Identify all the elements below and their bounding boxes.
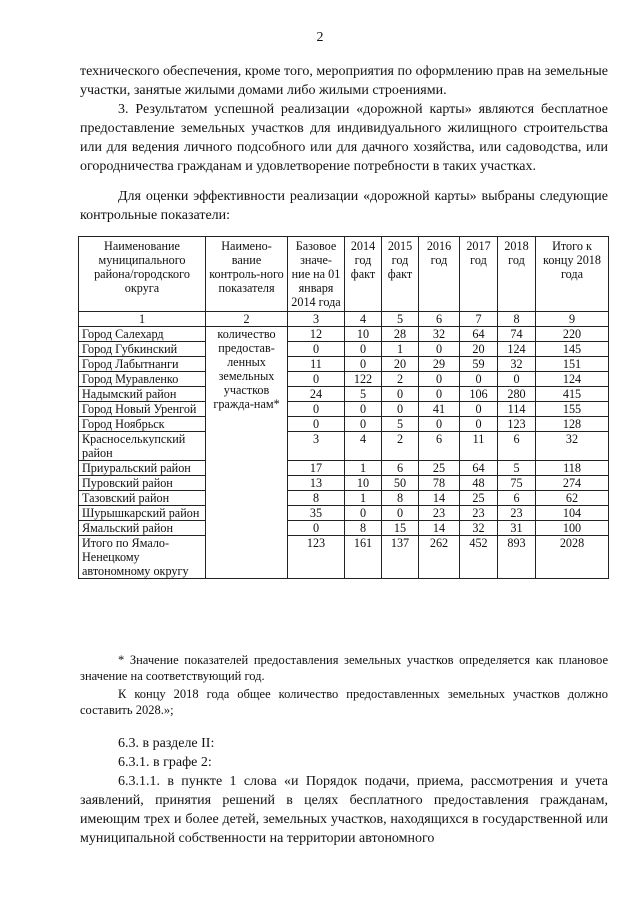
table-cell: 15 <box>382 521 419 536</box>
col-number: 8 <box>498 312 536 327</box>
item-6-3-1: 6.3.1. в графе 2: <box>118 755 212 770</box>
table-cell: 20 <box>382 357 419 372</box>
table-cell: 0 <box>498 372 536 387</box>
footnote-asterisk: * Значение показателей предоставления земельных участков определяется как плановое значение на соответствующий год. <box>80 653 608 683</box>
header-total: Итого к концу 2018 года <box>536 237 609 312</box>
table-cell: 124 <box>536 372 609 387</box>
table-cell: 6 <box>419 432 460 461</box>
table-cell: 48 <box>460 476 498 491</box>
table-row <box>79 402 609 417</box>
table-cell: 5 <box>498 461 536 476</box>
table-row <box>79 536 609 579</box>
table-cell: 20 <box>460 342 498 357</box>
table-cell: 11 <box>288 357 345 372</box>
table-cell: 14 <box>419 491 460 506</box>
item-6-3-1-1: 6.3.1.1. в пункте 1 слова «и Порядок подачи, приема, рассмотрения и учета заявлений, принятия решений в целях бесплатного предоставления гражданам, имеющим трех и более детей, земельных участков, находящихся в государственной или муниципальной собственности на территории автономного <box>80 774 608 846</box>
table-cell: 280 <box>498 387 536 402</box>
district-name: Шурышкарский район <box>79 506 206 521</box>
table-cell: 262 <box>419 536 460 579</box>
table-cell: 0 <box>419 387 460 402</box>
col-number: 6 <box>419 312 460 327</box>
table-cell: 32 <box>498 357 536 372</box>
table-cell: 0 <box>288 402 345 417</box>
table-cell: 3 <box>288 432 345 461</box>
table-cell: 0 <box>345 357 382 372</box>
table-cell: 100 <box>536 521 609 536</box>
table-cell: 6 <box>498 491 536 506</box>
district-name: Город Муравленко <box>79 372 206 387</box>
table-cell: 75 <box>498 476 536 491</box>
table-cell: 23 <box>419 506 460 521</box>
table-cell: 24 <box>288 387 345 402</box>
footnote-total: К концу 2018 года общее количество предоставленных земельных участков должно составить 2028.»; <box>80 687 608 717</box>
table-row <box>79 417 609 432</box>
table-cell: 8 <box>382 491 419 506</box>
table-cell: 32 <box>536 432 609 461</box>
district-name: Город Новый Уренгой <box>79 402 206 417</box>
col-number: 5 <box>382 312 419 327</box>
district-name: Город Лабытнанги <box>79 357 206 372</box>
paragraph-technical-support: технического обеспечения, кроме того, мероприятия по оформлению прав на земельные участки, занятые жилыми домами либо жилыми строениями. <box>80 64 608 98</box>
table-cell: 5 <box>345 387 382 402</box>
table-cell: 10 <box>345 327 382 342</box>
table-row <box>79 432 609 461</box>
header-2015: 2015 год факт <box>382 237 419 312</box>
table-cell: 32 <box>419 327 460 342</box>
paragraph-roadmap-result: 3. Результатом успешной реализации «дорожной карты» являются бесплатное предоставление земельных участков для индивидуального жилищного строительства или для ведения личного подсобного или для дачного хозяйства, или садоводства, или огородничества гражданам и удовлетворение потребности в таких участках. <box>80 102 608 174</box>
district-name: Приуральский район <box>79 461 206 476</box>
col-number: 9 <box>536 312 609 327</box>
table-row <box>79 357 609 372</box>
table-row <box>79 476 609 491</box>
table-cell: 106 <box>460 387 498 402</box>
table-cell: 128 <box>536 417 609 432</box>
table-cell: 118 <box>536 461 609 476</box>
table-cell: 0 <box>345 402 382 417</box>
table-row <box>79 372 609 387</box>
table-cell: 78 <box>419 476 460 491</box>
table-cell: 2028 <box>536 536 609 579</box>
table-cell: 0 <box>382 387 419 402</box>
table-cell: 2 <box>382 372 419 387</box>
col-number: 3 <box>288 312 345 327</box>
table-cell: 123 <box>498 417 536 432</box>
district-name: Пуровский район <box>79 476 206 491</box>
table-cell: 41 <box>419 402 460 417</box>
table-row <box>79 342 609 357</box>
table-cell: 1 <box>345 461 382 476</box>
table-row <box>79 387 609 402</box>
table-cell: 124 <box>498 342 536 357</box>
table-cell: 6 <box>498 432 536 461</box>
table-cell: 122 <box>345 372 382 387</box>
table-cell: 114 <box>498 402 536 417</box>
table-cell: 137 <box>382 536 419 579</box>
table-cell: 2 <box>382 432 419 461</box>
table-cell: 155 <box>536 402 609 417</box>
table-cell: 12 <box>288 327 345 342</box>
table-cell: 0 <box>345 506 382 521</box>
table-cell: 8 <box>288 491 345 506</box>
header-district: Наименование муниципального района/городского округа <box>79 237 206 312</box>
table-cell: 161 <box>345 536 382 579</box>
table-cell: 14 <box>419 521 460 536</box>
table-cell: 35 <box>288 506 345 521</box>
table-cell: 25 <box>419 461 460 476</box>
district-name: Город Губкинский <box>79 342 206 357</box>
table-row <box>79 327 609 342</box>
table-cell: 50 <box>382 476 419 491</box>
table-cell: 64 <box>460 461 498 476</box>
table-cell: 0 <box>419 417 460 432</box>
table-cell: 123 <box>288 536 345 579</box>
district-name: Город Салехард <box>79 327 206 342</box>
header-2016: 2016 год <box>419 237 460 312</box>
column-number-row <box>79 312 609 327</box>
control-indicators-table <box>78 236 609 579</box>
table-cell: 0 <box>419 372 460 387</box>
table-cell: 0 <box>288 342 345 357</box>
table-cell: 0 <box>288 521 345 536</box>
table-cell: 274 <box>536 476 609 491</box>
header-base-value: Базовое значе-ние на 01 января 2014 года <box>288 237 345 312</box>
table-cell: 6 <box>382 461 419 476</box>
table-cell: 25 <box>460 491 498 506</box>
paragraph-control-indicators: Для оценки эффективности реализации «дорожной карты» выбраны следующие контрольные показатели: <box>80 189 608 223</box>
district-name: Красноселькупский район <box>79 432 206 461</box>
table-cell: 59 <box>460 357 498 372</box>
header-2018: 2018 год <box>498 237 536 312</box>
table-cell: 0 <box>345 417 382 432</box>
table-row <box>79 521 609 536</box>
table-cell: 5 <box>382 417 419 432</box>
table-header-row <box>79 237 609 312</box>
table-cell: 0 <box>460 402 498 417</box>
header-2017: 2017 год <box>460 237 498 312</box>
table-cell: 0 <box>382 402 419 417</box>
table-row <box>79 506 609 521</box>
table-row <box>79 491 609 506</box>
table-cell: 32 <box>460 521 498 536</box>
table-cell: 0 <box>419 342 460 357</box>
table-cell: 13 <box>288 476 345 491</box>
table-cell: 8 <box>345 521 382 536</box>
table-cell: 452 <box>460 536 498 579</box>
table-row <box>79 461 609 476</box>
table-cell: 29 <box>419 357 460 372</box>
district-name: Ямальский район <box>79 521 206 536</box>
district-name: Надымский район <box>79 387 206 402</box>
table-cell: 0 <box>288 372 345 387</box>
header-indicator: Наимено-вание контроль-ного показателя <box>206 237 288 312</box>
page-number: 2 <box>316 30 324 45</box>
table-cell: 893 <box>498 536 536 579</box>
table-cell: 23 <box>460 506 498 521</box>
col-number: 7 <box>460 312 498 327</box>
table-cell: 4 <box>345 432 382 461</box>
table-cell: 31 <box>498 521 536 536</box>
col-number: 4 <box>345 312 382 327</box>
table-cell: 220 <box>536 327 609 342</box>
col-number: 2 <box>206 312 288 327</box>
table-cell: 0 <box>345 342 382 357</box>
district-name: Итого по Ямало-Ненецкому автономному округу <box>79 536 206 579</box>
table-cell: 17 <box>288 461 345 476</box>
table-cell: 64 <box>460 327 498 342</box>
table-cell: 0 <box>382 506 419 521</box>
table-cell: 74 <box>498 327 536 342</box>
table-cell: 10 <box>345 476 382 491</box>
table-cell: 0 <box>460 372 498 387</box>
table-cell: 23 <box>498 506 536 521</box>
table-cell: 1 <box>345 491 382 506</box>
table-cell: 104 <box>536 506 609 521</box>
item-6-3: 6.3. в разделе II: <box>118 736 215 751</box>
district-name: Город Ноябрьск <box>79 417 206 432</box>
table-cell: 28 <box>382 327 419 342</box>
table-cell: 0 <box>288 417 345 432</box>
table-cell: 11 <box>460 432 498 461</box>
table-cell: 1 <box>382 342 419 357</box>
table-cell: 0 <box>460 417 498 432</box>
table-cell: 145 <box>536 342 609 357</box>
table-cell: 62 <box>536 491 609 506</box>
table-cell: 415 <box>536 387 609 402</box>
col-number: 1 <box>79 312 206 327</box>
table-cell: 151 <box>536 357 609 372</box>
indicator-name: количество предостав-ленных земельных участков гражда-нам* <box>206 327 288 579</box>
district-name: Тазовский район <box>79 491 206 506</box>
header-2014: 2014 год факт <box>345 237 382 312</box>
